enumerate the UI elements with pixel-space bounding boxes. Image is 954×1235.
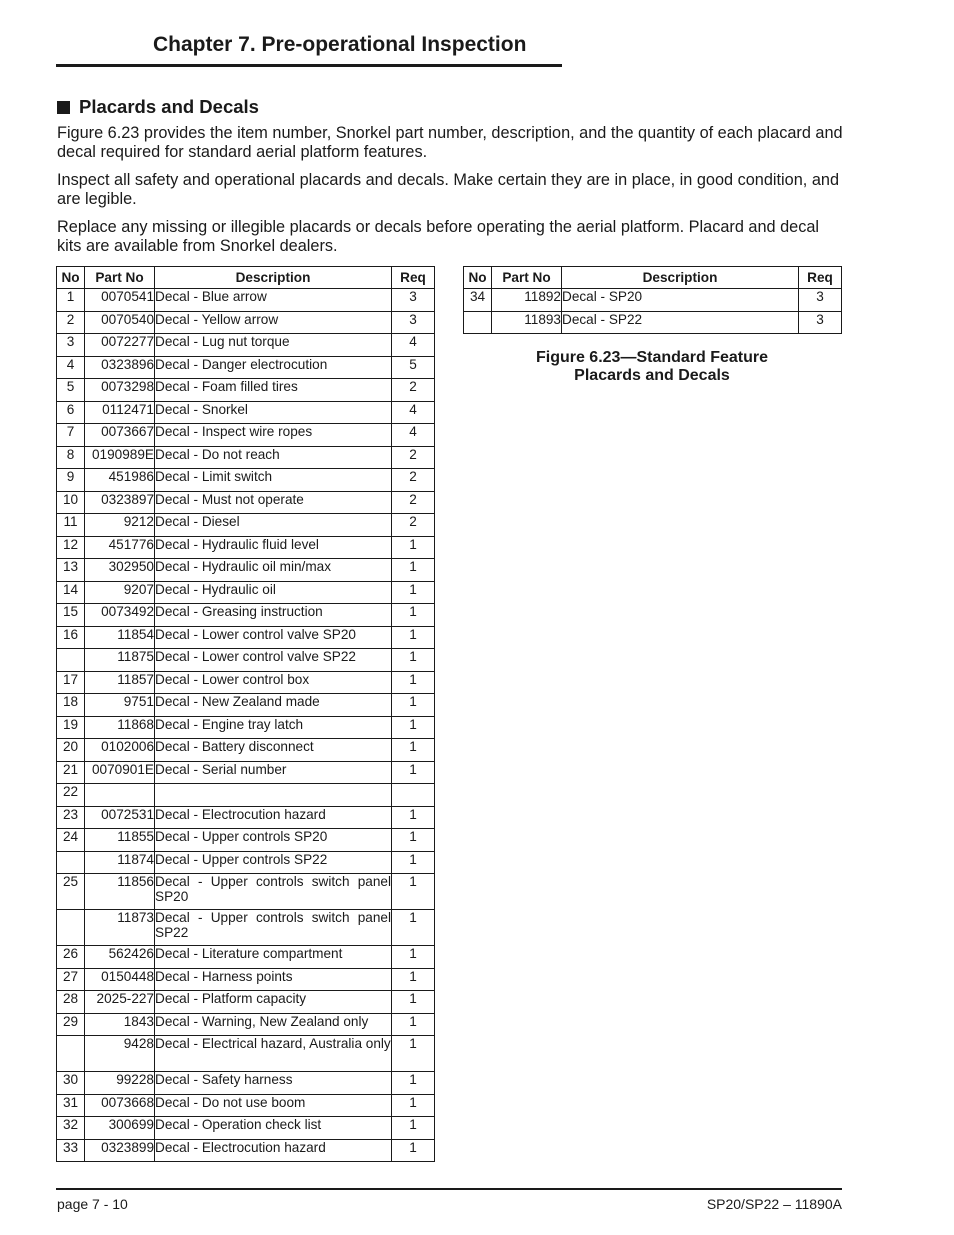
cell-req: 5 — [392, 356, 435, 379]
table-row — [57, 311, 435, 334]
cell-no: 27 — [57, 968, 85, 991]
cell-no: 5 — [57, 379, 85, 402]
cell-description: Decal - Upper controls switch panel SP22 — [155, 910, 392, 946]
table-row — [57, 334, 435, 357]
cell-part-no: 9751 — [85, 694, 155, 717]
table-row — [57, 649, 435, 672]
cell-part-no: 0072277 — [85, 334, 155, 357]
table-row — [57, 1072, 435, 1095]
cell-part-no: 0190989E — [85, 446, 155, 469]
cell-part-no: 11892 — [492, 289, 562, 312]
cell-req: 1 — [392, 581, 435, 604]
section-title: Placards and Decals — [79, 96, 259, 117]
cell-req: 2 — [392, 469, 435, 492]
cell-no: 33 — [57, 1139, 85, 1162]
table-row — [57, 401, 435, 424]
cell-req: 1 — [392, 739, 435, 762]
cell-req: 1 — [392, 968, 435, 991]
cell-part-no: 451776 — [85, 536, 155, 559]
cell-no: 3 — [57, 334, 85, 357]
table-row — [57, 536, 435, 559]
cell-req: 3 — [799, 289, 842, 312]
table-row — [57, 1117, 435, 1140]
page-number: page 7 - 10 — [57, 1196, 128, 1212]
table-row — [464, 289, 842, 312]
cell-part-no: 302950 — [85, 559, 155, 582]
cell-description: Decal - Harness points — [155, 968, 392, 991]
table-row — [57, 694, 435, 717]
cell-no: 8 — [57, 446, 85, 469]
table-row — [57, 671, 435, 694]
cell-no: 17 — [57, 671, 85, 694]
cell-no: 25 — [57, 874, 85, 910]
cell-part-no: 11875 — [85, 649, 155, 672]
cell-no: 4 — [57, 356, 85, 379]
header-description: Description — [562, 267, 799, 289]
cell-description: Decal - Hydraulic fluid level — [155, 536, 392, 559]
cell-req: 2 — [392, 446, 435, 469]
table-row — [57, 910, 435, 946]
cell-description: Decal - Lower control box — [155, 671, 392, 694]
cell-no: 9 — [57, 469, 85, 492]
cell-no: 13 — [57, 559, 85, 582]
cell-no: 14 — [57, 581, 85, 604]
cell-no: 29 — [57, 1013, 85, 1036]
header-part-no: Part No — [492, 267, 562, 289]
cell-no: 32 — [57, 1117, 85, 1140]
cell-req: 1 — [392, 874, 435, 910]
cell-req: 1 — [392, 851, 435, 874]
cell-part-no: 11873 — [85, 910, 155, 946]
cell-description: Decal - Platform capacity — [155, 991, 392, 1014]
cell-part-no: 11857 — [85, 671, 155, 694]
cell-part-no: 451986 — [85, 469, 155, 492]
cell-req: 1 — [392, 536, 435, 559]
cell-req: 1 — [392, 716, 435, 739]
parts-table-left — [56, 266, 435, 1162]
table-row — [57, 716, 435, 739]
cell-req: 1 — [392, 1013, 435, 1036]
cell-no: 15 — [57, 604, 85, 627]
figure-caption — [463, 349, 841, 385]
cell-description: Decal - Electrocution hazard — [155, 1139, 392, 1162]
cell-req: 1 — [392, 1072, 435, 1095]
cell-description: Decal - Foam filled tires — [155, 379, 392, 402]
cell-req: 3 — [392, 289, 435, 312]
cell-no — [57, 851, 85, 874]
table-row — [57, 1036, 435, 1072]
footer-divider — [56, 1188, 842, 1190]
cell-part-no: 11854 — [85, 626, 155, 649]
cell-req: 1 — [392, 806, 435, 829]
header-no: No — [464, 267, 492, 289]
cell-description: Decal - Must not operate — [155, 491, 392, 514]
cell-no: 16 — [57, 626, 85, 649]
cell-part-no: 0150448 — [85, 968, 155, 991]
table-row — [57, 356, 435, 379]
cell-req — [392, 784, 435, 807]
cell-part-no: 0072531 — [85, 806, 155, 829]
cell-req: 4 — [392, 401, 435, 424]
cell-req: 3 — [799, 311, 842, 334]
table-row — [57, 874, 435, 910]
cell-no: 34 — [464, 289, 492, 312]
cell-part-no: 0102006 — [85, 739, 155, 762]
cell-no: 10 — [57, 491, 85, 514]
table-row — [57, 469, 435, 492]
table-row — [57, 514, 435, 537]
cell-no: 24 — [57, 829, 85, 852]
cell-no: 12 — [57, 536, 85, 559]
table-row — [57, 991, 435, 1014]
cell-description: Decal - Electrical hazard, Australia only — [155, 1036, 392, 1072]
cell-req: 3 — [392, 311, 435, 334]
cell-part-no: 0112471 — [85, 401, 155, 424]
cell-req: 1 — [392, 761, 435, 784]
cell-req: 1 — [392, 671, 435, 694]
cell-part-no: 9212 — [85, 514, 155, 537]
cell-part-no: 0323897 — [85, 491, 155, 514]
cell-req: 1 — [392, 991, 435, 1014]
cell-no: 18 — [57, 694, 85, 717]
cell-part-no: 11856 — [85, 874, 155, 910]
cell-no: 6 — [57, 401, 85, 424]
replace-paragraph: Replace any missing or illegible placards or decals before operating the aerial platform. Placard and decal kits are available from Snorkel dealers. — [57, 218, 820, 255]
cell-part-no — [85, 784, 155, 807]
cell-req: 2 — [392, 514, 435, 537]
table-row — [57, 581, 435, 604]
table-row — [57, 446, 435, 469]
cell-description: Decal - Inspect wire ropes — [155, 424, 392, 447]
table-row — [57, 851, 435, 874]
cell-no — [57, 1036, 85, 1072]
cell-description: Decal - Snorkel — [155, 401, 392, 424]
cell-req: 2 — [392, 491, 435, 514]
cell-req: 1 — [392, 649, 435, 672]
cell-no: 19 — [57, 716, 85, 739]
cell-description: Decal - Engine tray latch — [155, 716, 392, 739]
cell-req: 2 — [392, 379, 435, 402]
table-row — [57, 1139, 435, 1162]
header-req: Req — [799, 267, 842, 289]
table-row — [57, 379, 435, 402]
figure-caption-line1: Figure 6.23—Standard Feature — [535, 349, 769, 366]
table-row — [57, 1094, 435, 1117]
header-description: Description — [155, 267, 392, 289]
cell-description: Decal - Yellow arrow — [155, 311, 392, 334]
parts-table-right — [463, 266, 842, 334]
table-row — [57, 806, 435, 829]
cell-req: 4 — [392, 334, 435, 357]
cell-req: 1 — [392, 694, 435, 717]
table-row — [57, 289, 435, 312]
cell-req: 1 — [392, 626, 435, 649]
cell-part-no: 300699 — [85, 1117, 155, 1140]
cell-no: 20 — [57, 739, 85, 762]
table-row — [57, 1013, 435, 1036]
cell-part-no: 0070540 — [85, 311, 155, 334]
cell-description: Decal - Hydraulic oil — [155, 581, 392, 604]
cell-no: 30 — [57, 1072, 85, 1095]
cell-part-no: 0073667 — [85, 424, 155, 447]
cell-req: 1 — [392, 1139, 435, 1162]
cell-description: Decal - Operation check list — [155, 1117, 392, 1140]
cell-part-no: 11874 — [85, 851, 155, 874]
cell-description: Decal - Do not use boom — [155, 1094, 392, 1117]
cell-part-no: 9428 — [85, 1036, 155, 1072]
cell-description: Decal - Electrocution hazard — [155, 806, 392, 829]
cell-description: Decal - Lower control valve SP22 — [155, 649, 392, 672]
cell-no: 28 — [57, 991, 85, 1014]
cell-req: 1 — [392, 559, 435, 582]
intro-paragraph: Figure 6.23 provides the item number, Snorkel part number, description, and the quantity of each placard and decal required for standard aerial platform features. — [57, 124, 843, 161]
cell-part-no: 0070541 — [85, 289, 155, 312]
cell-part-no: 2025-227 — [85, 991, 155, 1014]
cell-description: Decal - Upper controls SP22 — [155, 851, 392, 874]
cell-no: 22 — [57, 784, 85, 807]
cell-description: Decal - Greasing instruction — [155, 604, 392, 627]
cell-part-no: 0073298 — [85, 379, 155, 402]
table-row — [57, 491, 435, 514]
cell-description: Decal - Safety harness — [155, 1072, 392, 1095]
cell-description: Decal - SP20 — [562, 289, 799, 312]
cell-description: Decal - Danger electrocution — [155, 356, 392, 379]
cell-part-no: 11893 — [492, 311, 562, 334]
table-row — [57, 784, 435, 807]
chapter-title: Chapter 7. Pre-operational Inspection — [153, 33, 527, 56]
cell-no: 31 — [57, 1094, 85, 1117]
cell-description: Decal - Warning, New Zealand only — [155, 1013, 392, 1036]
cell-part-no: 0073492 — [85, 604, 155, 627]
inspect-paragraph: Inspect all safety and operational placards and decals. Make certain they are in place, in good condition, and are legible. — [57, 171, 839, 208]
cell-part-no: 11855 — [85, 829, 155, 852]
cell-part-no: 0323899 — [85, 1139, 155, 1162]
cell-description: Decal - Diesel — [155, 514, 392, 537]
cell-part-no: 11868 — [85, 716, 155, 739]
cell-description: Decal - Literature compartment — [155, 946, 392, 969]
cell-description: Decal - Lower control valve SP20 — [155, 626, 392, 649]
cell-req: 1 — [392, 1036, 435, 1072]
cell-req: 1 — [392, 910, 435, 946]
cell-req: 1 — [392, 946, 435, 969]
square-bullet-icon — [57, 101, 70, 114]
cell-no: 11 — [57, 514, 85, 537]
cell-part-no: 0323896 — [85, 356, 155, 379]
cell-description: Decal - Limit switch — [155, 469, 392, 492]
cell-description: Decal - Upper controls switch panel SP20 — [155, 874, 392, 910]
cell-no — [464, 311, 492, 334]
cell-no — [57, 649, 85, 672]
cell-part-no: 1843 — [85, 1013, 155, 1036]
table-row — [57, 968, 435, 991]
cell-req: 4 — [392, 424, 435, 447]
header-part-no: Part No — [85, 267, 155, 289]
cell-no: 23 — [57, 806, 85, 829]
table-header-row — [464, 267, 842, 289]
cell-part-no: 9207 — [85, 581, 155, 604]
cell-no: 26 — [57, 946, 85, 969]
cell-req: 1 — [392, 829, 435, 852]
cell-req: 1 — [392, 1117, 435, 1140]
table-row — [57, 761, 435, 784]
cell-description: Decal - Upper controls SP20 — [155, 829, 392, 852]
figure-caption-line2: Placards and Decals — [574, 367, 730, 384]
table-row — [57, 739, 435, 762]
cell-no: 7 — [57, 424, 85, 447]
cell-description: Decal - Serial number — [155, 761, 392, 784]
cell-part-no: 562426 — [85, 946, 155, 969]
cell-description: Decal - SP22 — [562, 311, 799, 334]
cell-description: Decal - Do not reach — [155, 446, 392, 469]
header-no: No — [57, 267, 85, 289]
table-row — [57, 604, 435, 627]
cell-description: Decal - Battery disconnect — [155, 739, 392, 762]
table-row — [57, 626, 435, 649]
cell-description — [155, 784, 392, 807]
cell-part-no: 99228 — [85, 1072, 155, 1095]
cell-no: 1 — [57, 289, 85, 312]
section-heading — [57, 96, 259, 118]
cell-description: Decal - Hydraulic oil min/max — [155, 559, 392, 582]
cell-req: 1 — [392, 1094, 435, 1117]
table-row — [57, 946, 435, 969]
cell-part-no: 0073668 — [85, 1094, 155, 1117]
table-header-row — [57, 267, 435, 289]
cell-description: Decal - New Zealand made — [155, 694, 392, 717]
table-row — [57, 559, 435, 582]
chapter-header — [56, 30, 562, 67]
table-row — [57, 829, 435, 852]
table-row — [464, 311, 842, 334]
cell-description: Decal - Lug nut torque — [155, 334, 392, 357]
cell-no: 21 — [57, 761, 85, 784]
cell-req: 1 — [392, 604, 435, 627]
cell-part-no: 0070901E — [85, 761, 155, 784]
table-row — [57, 424, 435, 447]
header-req: Req — [392, 267, 435, 289]
cell-description: Decal - Blue arrow — [155, 289, 392, 312]
document-id: SP20/SP22 – 11890A — [706, 1196, 842, 1212]
cell-no — [57, 910, 85, 946]
cell-no: 2 — [57, 311, 85, 334]
